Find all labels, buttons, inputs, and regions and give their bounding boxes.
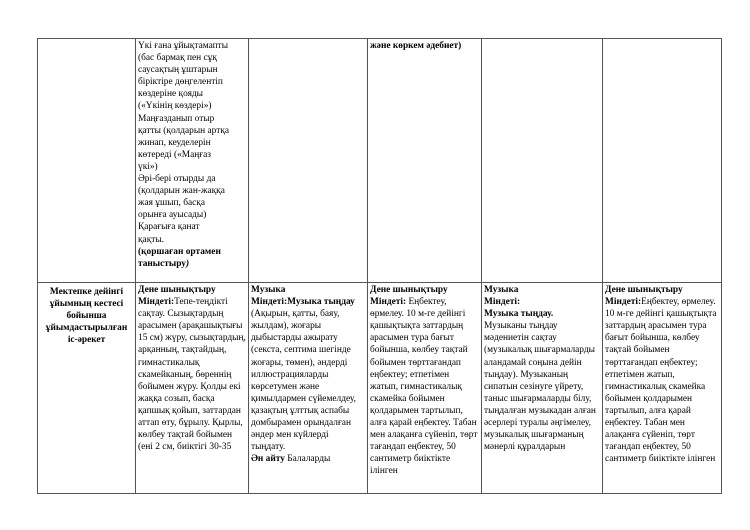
task-label: Міндеті:	[370, 297, 407, 308]
table-row	[38, 283, 722, 494]
subject-note: және көркем әдебиет)	[370, 41, 462, 51]
rhyme-line: қақты.	[138, 234, 165, 245]
activity-cell	[368, 283, 482, 494]
rhyme-line: Үкі ғана ұйықтамапты	[138, 41, 229, 51]
activity-cell	[482, 283, 603, 494]
task-label: Міндеті:	[484, 297, 521, 308]
row-label-cell	[38, 39, 136, 283]
empty-cell	[603, 39, 722, 283]
rhyme-line: қатты (қолдарын артқа	[138, 125, 230, 136]
activity-heading: Дене шынықтыру	[370, 285, 448, 295]
rhyme-line: (бас бармақ пен сұқ	[138, 53, 217, 64]
row-label-cell: Мектепке дейінгі ұйымның кестесі бойынша ұйымдастырылған іс-әрекет	[38, 283, 136, 494]
rhyme-line: саусақтың ұштарын	[138, 65, 218, 76]
rhyme-line: Маңғазданып отыр	[138, 113, 215, 124]
activity-heading: Дене шынықтыру	[138, 285, 216, 295]
rhyme-line: (қолдарын жан-жаққа	[138, 186, 225, 197]
rhyme-line: Әрі-бері отырды да	[138, 174, 216, 185]
activity-heading: Музыка	[484, 285, 519, 295]
task-label: Міндеті:Музыка тыңдау	[251, 297, 355, 308]
empty-cell	[249, 39, 368, 283]
activity-heading: Музыка	[251, 285, 286, 295]
task-text: Еңбектеу, өрмелеу. 10 м-ге дейінгі қашықтықта заттардың арасымен тура бағыт бойынша, көлбеу тақтай бойымен төрттағандап еңбектеу; етпетімен жатып, гимнастикалық скамейка бойымен қолдарымен тартылып, алға қарай еңбектеу. Табан мен алақанға сүйеніп, төрт тағандап еңбектеу, 50 сантиметр биіктікте ілінген	[605, 297, 717, 465]
task-label: Міндеті:	[605, 297, 642, 308]
task-text: Еңбектеу, өрмелеу. 10 м-ге дейінгі қашықтықта заттардың арасымен тура бағыт бойынша, көлбеу тақтай бойымен төрттағандап еңбектеу; етпетімен жатып, гимнастикалық скамейка бойымен қолдарымен тартылып, алға қарай еңбектеу. Табан мен алақанға сүйеніп, төрт тағандап еңбектеу, 50 сантиметр биіктікте ілінген	[370, 297, 478, 477]
rhyme-line: жинап, кеуделерін	[138, 137, 211, 148]
rhyme-line: Қарағыға қанат	[138, 222, 200, 233]
empty-cell	[482, 39, 603, 283]
rhyme-line: орынға ауысады)	[138, 210, 207, 221]
rhyme-line: көздеріне қояды	[138, 89, 203, 100]
activity-cell	[603, 283, 722, 494]
activity-cell	[136, 283, 249, 494]
rhyme-cell	[136, 39, 249, 283]
subject-note: (қоршаған ортамен таныстыру	[138, 246, 221, 269]
task-sublabel: Музыка тыңдау.	[484, 309, 554, 320]
rhyme-line: көтереді («Маңғаз	[138, 149, 211, 160]
table-row	[38, 39, 722, 283]
song-label: Ән айту	[251, 454, 285, 465]
activity-heading: Дене шынықтыру	[605, 285, 683, 295]
subject-note-close: )	[186, 258, 190, 269]
rhyme-line: үкі»)	[138, 161, 158, 172]
rhyme-line: біріктіре дөңгелентіп	[138, 77, 223, 88]
activity-cell	[249, 283, 368, 494]
subject-note-cell	[368, 39, 482, 283]
song-text: Балаларды	[287, 454, 331, 465]
rhyme-line: жая ұшып, басқа	[138, 198, 206, 209]
task-text: (Ақырын, қатты, баяу, жылдам), жоғары дыбыстарды ажырату (секста, септима шегінде жоғары, төмен), әндерді иллюстрацияларды көрсетумен және қимылдармен сүйемелдеу, қазақтың ұлттық аспабы домбырамен орындалған әндер мен күйлерді тыңдату.	[251, 309, 356, 453]
task-text: Тепе-теңдікті сақтау. Сызықтардың арасымен (арақашықтығы 15 см) жүру, сызықтардың, арқанның, тақтайдың, гимнастикалық скамейканың, бөреннің бойымен жүру. Қолды екі жаққа созып, басқа қапшық қойып, заттардан аттап өту, бұрылу. Қырлы, көлбеу тақтай бойымен (ені 2 см, биіктігі 30-35	[138, 297, 246, 453]
task-label: Міндеті:	[138, 297, 175, 308]
schedule-table	[37, 38, 722, 494]
task-text: Музыканы тыңдау мәдениетін сақтау (музыкалық шығармаларды аландамай соңына дейін тыңдау). Музыканың сипатын сезінуге үйрету, таныс шығармаларды білу, тыңдалған музыкадан алған әсерлері туралы әңгімелеу, музыкалық шығарманың мәнерлі құралдарын	[484, 321, 596, 453]
rhyme-line: («Үкінің көздері»)	[138, 101, 212, 112]
